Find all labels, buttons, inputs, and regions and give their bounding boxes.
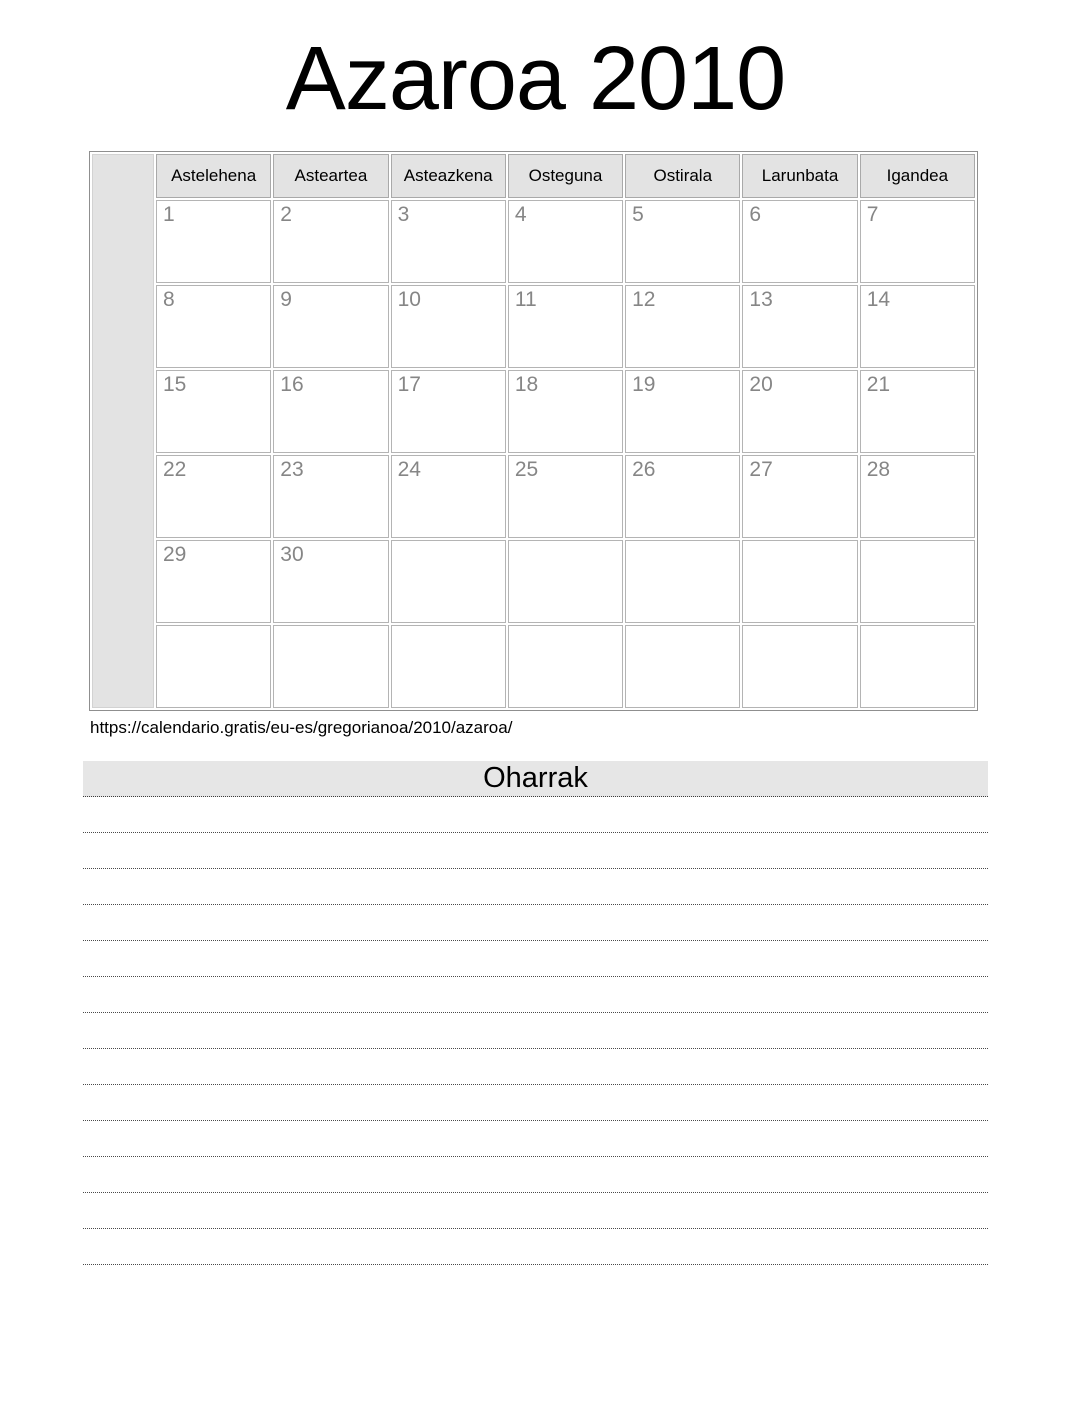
day-cell-empty [742,540,857,623]
note-line [83,1157,988,1193]
page-title: Azaroa 2010 [285,29,786,129]
note-line [83,833,988,869]
note-line [83,905,988,941]
note-line [83,1229,988,1265]
day-cell-22: 22 [156,455,271,538]
week-row [92,625,975,708]
day-cell-27: 27 [742,455,857,538]
weekday-header-asteazkena: Asteazkena [391,154,506,198]
day-cell-empty [742,625,857,708]
day-cell-14: 14 [860,285,975,368]
source-url: https://calendario.gratis/eu-es/gregorianoa/2010/azaroa/ [90,718,513,737]
weekday-header-ostirala: Ostirala [625,154,740,198]
day-cell-16: 16 [273,370,388,453]
day-cell-2: 2 [273,200,388,283]
note-line [83,1049,988,1085]
day-cell-23: 23 [273,455,388,538]
weekday-header-osteguna: Osteguna [508,154,623,198]
day-cell-empty [156,625,271,708]
note-line [83,1193,988,1229]
day-cell-13: 13 [742,285,857,368]
day-cell-25: 25 [508,455,623,538]
day-cell-empty [391,540,506,623]
week-row [92,540,975,623]
day-cell-empty [508,540,623,623]
day-cell-19: 19 [625,370,740,453]
day-cell-10: 10 [391,285,506,368]
day-cell-30: 30 [273,540,388,623]
day-cell-12: 12 [625,285,740,368]
day-cell-28: 28 [860,455,975,538]
day-cell-6: 6 [742,200,857,283]
weekday-header-astelehena: Astelehena [156,154,271,198]
note-line [83,869,988,905]
notes-heading: Oharrak [83,761,988,797]
day-cell-1: 1 [156,200,271,283]
day-cell-29: 29 [156,540,271,623]
notes-section [83,761,988,1265]
day-cell-24: 24 [391,455,506,538]
week-number-column [92,154,154,708]
notes-lines [83,797,988,1265]
day-cell-empty [860,540,975,623]
day-cell-empty [860,625,975,708]
day-cell-empty [625,625,740,708]
day-cell-empty [625,540,740,623]
note-line [83,1085,988,1121]
day-cell-7: 7 [860,200,975,283]
day-cell-17: 17 [391,370,506,453]
day-cell-18: 18 [508,370,623,453]
day-cell-21: 21 [860,370,975,453]
day-cell-26: 26 [625,455,740,538]
weekday-header-asteartea: Asteartea [273,154,388,198]
day-cell-11: 11 [508,285,623,368]
day-cell-empty [391,625,506,708]
week-row [92,200,975,283]
week-row [92,455,975,538]
weekday-header-igandea: Igandea [860,154,975,198]
calendar-table [89,151,978,711]
note-line [83,977,988,1013]
note-line [83,1121,988,1157]
day-cell-15: 15 [156,370,271,453]
note-line [83,941,988,977]
note-line [83,1013,988,1049]
day-cell-empty [273,625,388,708]
calendar-page [0,29,1071,1420]
week-row [92,370,975,453]
week-row [92,285,975,368]
weekday-header-row [92,154,975,198]
day-cell-4: 4 [508,200,623,283]
day-cell-3: 3 [391,200,506,283]
day-cell-5: 5 [625,200,740,283]
day-cell-8: 8 [156,285,271,368]
day-cell-20: 20 [742,370,857,453]
day-cell-empty [508,625,623,708]
day-cell-9: 9 [273,285,388,368]
note-line [83,797,988,833]
weekday-header-larunbata: Larunbata [742,154,857,198]
